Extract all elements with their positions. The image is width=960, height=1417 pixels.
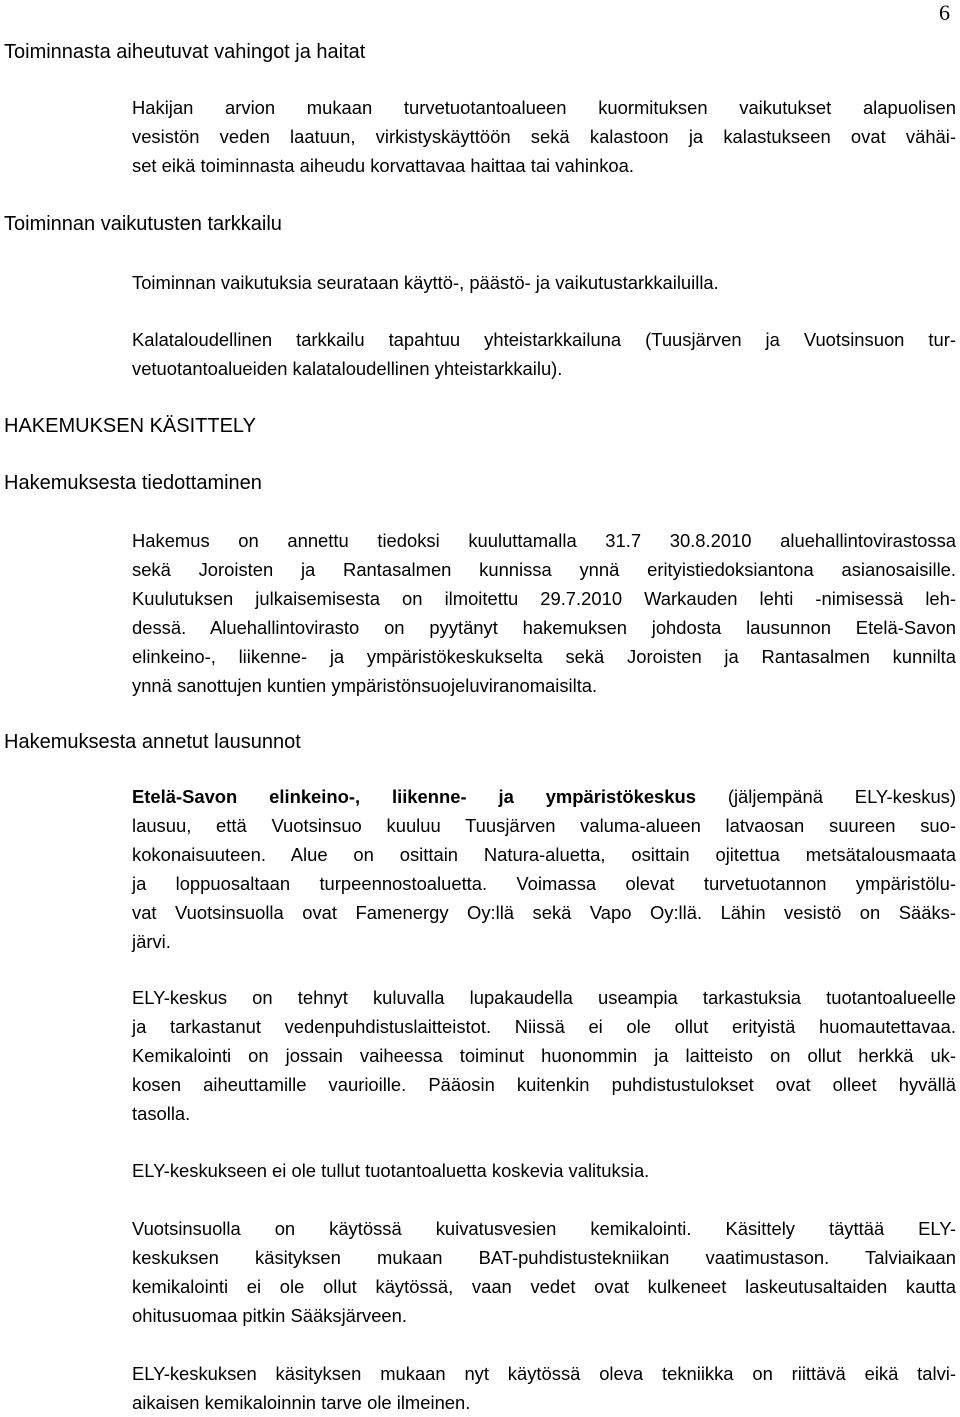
organization-name: Etelä-Savon elinkeino-, liikenne- ja ympäristökeskus <box>132 786 696 807</box>
text-line: vesistön veden laatuun, virkistyskäyttöön sekä kalastoon ja kalastukseen ovat vähäi- <box>132 126 956 147</box>
text-line: ja loppuosaltaan turpeennostoaluetta. Voimassa olevat turvetuotannon ympäristölu- <box>132 873 956 894</box>
text-line <box>132 782 956 811</box>
page-number: 6 <box>939 0 950 25</box>
text-line: Vuotsinsuolla on käytössä kuivatusvesien kemikalointi. Käsittely täyttää ELY- <box>132 1218 956 1239</box>
text-line: vat Vuotsinsuolla ovat Famenergy Oy:llä sekä Vapo Oy:llä. Lähin vesistö on Sääks- <box>132 902 956 923</box>
paragraph-damages <box>132 93 956 180</box>
text-line: vetuotantoalueiden kalataloudellinen yhteistarkkailu). <box>132 358 563 379</box>
text-line: ELY-keskukseen ei ole tullut tuotantoaluetta koskevia valituksia. <box>132 1160 650 1181</box>
text-line: kokonaisuuteen. Alue on osittain Natura-aluetta, osittain ojitettua metsätalousmaata <box>132 844 956 865</box>
text-line: lausuu, että Vuotsinsuo kuuluu Tuusjärven valuma-alueen latvaosan suureen suo- <box>132 815 956 836</box>
text-line: aikaisen kemikaloinnin tarve ole ilmeinen. <box>132 1392 471 1413</box>
text-line: järvi. <box>132 931 171 952</box>
text-line: Kuulutuksen julkaisemisesta on ilmoitettu 29.7.2010 Warkauden lehti -nimisessä leh- <box>132 588 956 609</box>
heading-statements: Hakemuksesta annetut lausunnot <box>4 731 301 753</box>
paragraph-ely-statement <box>132 782 956 956</box>
text-line: dessä. Aluehallintovirasto on pyytänyt hakemuksen johdosta lausunnon Etelä-Savon <box>132 617 956 638</box>
text-line: sekä Joroisten ja Rantasalmen kunnissa ynnä erityistiedoksiantona asianosaisille. <box>132 559 956 580</box>
text-line: Hakemus on annettu tiedoksi kuuluttamalla 31.7 30.8.2010 aluehallintovirastossa <box>132 530 956 551</box>
text-line: ynnä sanottujen kuntien ympäristönsuojeluviranomaisilta. <box>132 675 598 696</box>
text-line: tasolla. <box>132 1103 191 1124</box>
text-line: set eikä toiminnasta aiheudu korvattavaa haittaa tai vahinkoa. <box>132 155 634 176</box>
paragraph-chemical-treatment <box>132 1214 956 1330</box>
text-line: Hakijan arvion mukaan turvetuotantoalueen kuormituksen vaikutukset alapuolisen <box>132 97 956 118</box>
paragraph-monitoring <box>132 268 956 297</box>
paragraph-ely-conclusion <box>132 1359 956 1417</box>
heading-monitoring: Toiminnan vaikutusten tarkkailu <box>4 213 282 235</box>
paragraph-ely-inspections <box>132 983 956 1128</box>
text-line: kemikalointi ei ole ollut käytössä, vaan vedet ovat kulkeneet laskeutusaltaiden kautta <box>132 1276 956 1297</box>
text-line: kosen aiheuttamille vaurioille. Pääosin kuitenkin puhdistustulokset ovat olleet hyvällä <box>132 1074 956 1095</box>
text-line: ELY-keskuksen käsityksen mukaan nyt käytössä oleva tekniikka on riittävä eikä talvi- <box>132 1363 956 1384</box>
heading-notification: Hakemuksesta tiedottaminen <box>4 472 262 494</box>
paragraph-notification <box>132 526 956 700</box>
heading-damages: Toiminnasta aiheutuvat vahingot ja haitat <box>4 41 366 63</box>
paragraph-ely-complaints <box>132 1156 956 1185</box>
heading-processing: HAKEMUKSEN KÄSITTELY <box>4 415 256 437</box>
text-line: Toiminnan vaikutuksia seurataan käyttö-, päästö- ja vaikutustarkkailuilla. <box>132 272 719 293</box>
text-line: ELY-keskus on tehnyt kuluvalla lupakaudella useampia tarkastuksia tuotantoalueelle <box>132 987 956 1008</box>
text-line: ja tarkastanut vedenpuhdistuslaitteistot. Niissä ei ole ollut erityistä huomautettavaa. <box>132 1016 956 1037</box>
text-line: elinkeino-, liikenne- ja ympäristökeskukselta sekä Joroisten ja Rantasalmen kunnilta <box>132 646 956 667</box>
text-line: keskuksen käsityksen mukaan BAT-puhdistustekniikan vaatimustason. Talviaikaan <box>132 1247 956 1268</box>
paragraph-fishery-monitoring <box>132 325 956 383</box>
text-line: ohitusuomaa pitkin Sääksjärveen. <box>132 1305 407 1326</box>
text-line: Kemikalointi on jossain vaiheessa toiminut huonommin ja laitteisto on ollut herkkä uk- <box>132 1045 956 1066</box>
text-line: Kalataloudellinen tarkkailu tapahtuu yhteistarkkailuna (Tuusjärven ja Vuotsinsuon tur- <box>132 329 956 350</box>
text-fragment: (jäljempänä ELY-keskus) <box>695 786 956 807</box>
